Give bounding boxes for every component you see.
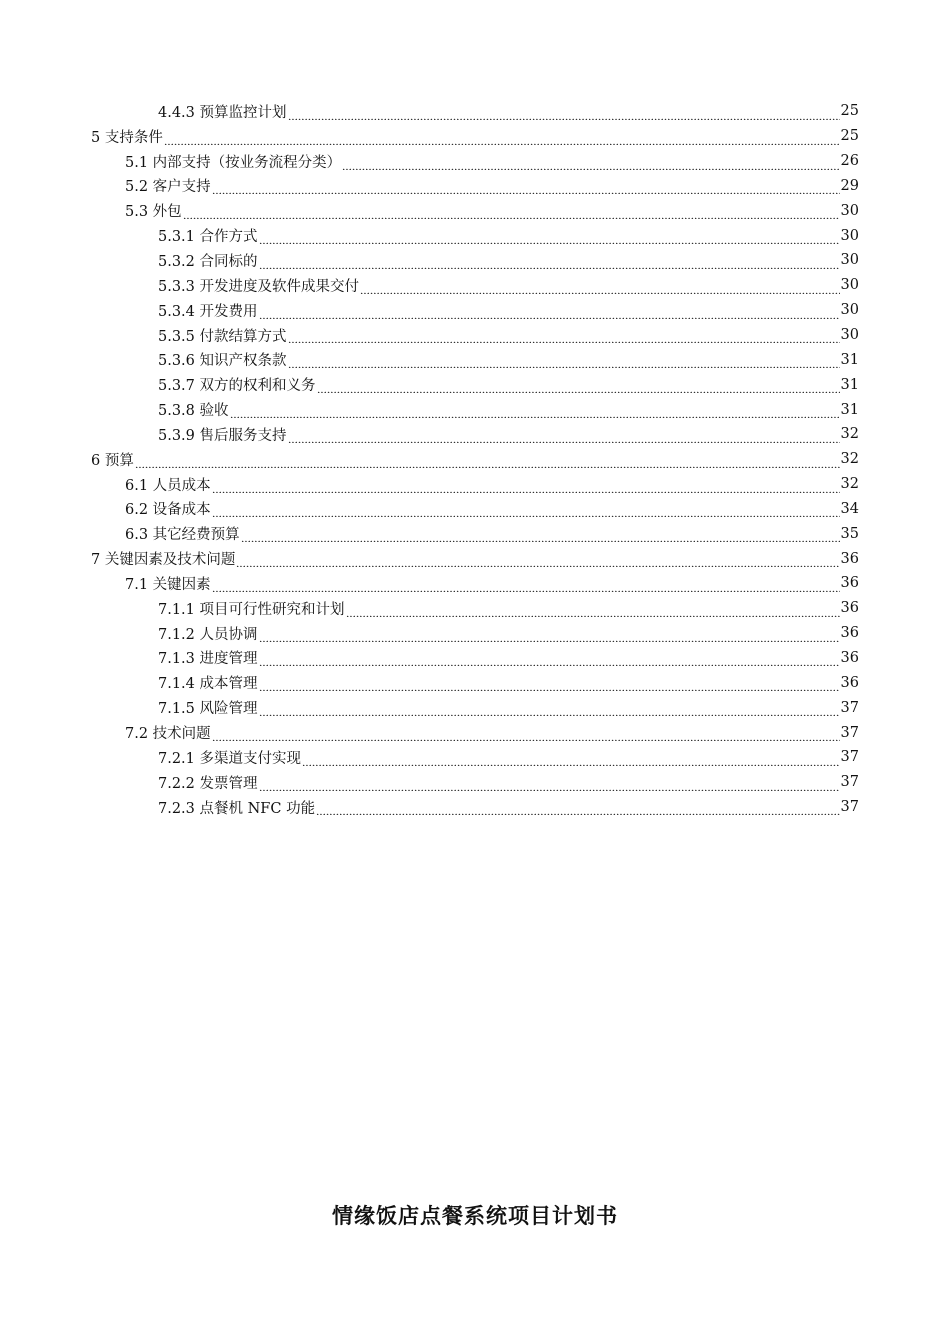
toc-entry[interactable] [0,248,950,273]
toc-entry-label: 5.3.6 知识产权条款 [158,353,287,370]
toc-entry[interactable] [0,422,950,447]
toc-entry-page-number: 31 [840,376,859,393]
toc-entry[interactable] [0,273,950,298]
toc-entry-label: 7.1.5 风险管理 [158,701,258,718]
toc-entry-label: 5.3.9 售后服务支持 [158,427,287,444]
toc-entry[interactable] [0,174,950,199]
toc-entry-label: 5.1 内部支持（按业务流程分类） [125,154,342,171]
toc-entry-label: 7.1.3 进度管理 [158,651,258,668]
toc-entry-label: 5.2 客户支持 [125,179,211,196]
toc-entry[interactable] [0,472,950,497]
toc-entry[interactable] [0,223,950,248]
toc-entry-label: 7.1.1 项目可行性研究和计划 [158,601,345,618]
toc-entry-page-number: 37 [840,724,859,741]
toc-entry-page-number: 35 [840,525,859,542]
toc-entry[interactable] [0,546,950,571]
toc-entry[interactable] [0,323,950,348]
toc-entry-page-number: 31 [840,401,859,418]
toc-dot-leader [212,479,840,493]
toc-entry[interactable] [0,720,950,745]
toc-entry[interactable] [0,745,950,770]
table-of-contents [0,99,950,819]
toc-entry-page-number: 36 [840,649,859,666]
toc-dot-leader [302,752,840,766]
toc-dot-leader [342,156,839,170]
toc-entry-page-number: 30 [840,202,859,219]
toc-dot-leader [236,553,839,567]
toc-entry[interactable] [0,521,950,546]
toc-entry-page-number: 26 [840,153,859,170]
toc-entry-label: 6.1 人员成本 [125,477,211,494]
toc-entry-page-number: 37 [840,774,859,791]
toc-entry[interactable] [0,571,950,596]
toc-entry-page-number: 30 [840,252,859,269]
toc-dot-leader [135,454,840,468]
toc-entry[interactable] [0,670,950,695]
toc-entry[interactable] [0,596,950,621]
toc-dot-leader [212,727,840,741]
toc-entry-page-number: 30 [840,327,859,344]
toc-entry-label: 5 支持条件 [91,129,163,146]
toc-entry[interactable] [0,198,950,223]
toc-entry-label: 4.4.3 预算监控计划 [158,104,287,121]
toc-entry[interactable] [0,497,950,522]
toc-entry-page-number: 36 [840,575,859,592]
toc-entry-page-number: 30 [840,302,859,319]
toc-entry-page-number: 37 [840,749,859,766]
toc-entry-label: 6.3 其它经费预算 [125,527,240,544]
toc-dot-leader [316,801,839,815]
toc-dot-leader [288,429,840,443]
toc-entry[interactable] [0,124,950,149]
toc-entry-label: 5.3.2 合同标的 [158,253,258,270]
toc-entry-page-number: 29 [840,177,859,194]
toc-dot-leader [259,677,840,691]
toc-dot-leader [259,777,840,791]
toc-dot-leader [259,305,840,319]
toc-dot-leader [288,354,840,368]
toc-entry-label: 5.3.3 开发进度及软件成果交付 [158,278,360,295]
toc-dot-leader [183,205,840,219]
toc-entry[interactable] [0,99,950,124]
toc-dot-leader [259,628,840,642]
toc-entry-page-number: 34 [840,500,859,517]
toc-dot-leader [259,702,840,716]
toc-dot-leader [212,180,840,194]
toc-entry-page-number: 31 [840,351,859,368]
toc-entry-page-number: 37 [840,799,859,816]
toc-entry-page-number: 36 [840,674,859,691]
toc-entry-page-number: 32 [840,476,859,493]
toc-entry-label: 5.3.8 验收 [158,403,229,420]
toc-entry-page-number: 30 [840,227,859,244]
toc-entry-page-number: 32 [840,426,859,443]
toc-dot-leader [317,379,840,393]
toc-entry-label: 6.2 设备成本 [125,502,211,519]
toc-dot-leader [212,503,840,517]
toc-entry[interactable] [0,347,950,372]
document-title: 情缘饭店点餐系统项目计划书 [332,1204,618,1228]
toc-entry-label: 7.2 技术问题 [125,726,211,743]
toc-entry-label: 7 关键因素及技术问题 [91,552,236,569]
toc-entry-label: 7.2.3 点餐机 NFC 功能 [158,800,316,817]
toc-entry-label: 5.3.1 合作方式 [158,229,258,246]
toc-entry-label: 6 预算 [91,452,134,469]
toc-entry-label: 7.1.2 人员协调 [158,626,258,643]
toc-entry-page-number: 30 [840,277,859,294]
toc-entry[interactable] [0,397,950,422]
toc-entry[interactable] [0,298,950,323]
toc-entry[interactable] [0,621,950,646]
toc-entry[interactable] [0,770,950,795]
toc-entry-label: 5.3 外包 [125,204,182,221]
toc-dot-leader [230,404,840,418]
toc-entry-page-number: 36 [840,550,859,567]
toc-entry-page-number: 36 [840,625,859,642]
toc-dot-leader [164,131,840,145]
toc-dot-leader [241,528,840,542]
toc-entry-page-number: 25 [840,128,859,145]
toc-entry-label: 7.1 关键因素 [125,576,211,593]
toc-entry-page-number: 36 [840,600,859,617]
toc-entry-page-number: 25 [840,103,859,120]
toc-entry-page-number: 32 [840,451,859,468]
toc-entry[interactable] [0,646,950,671]
toc-entry[interactable] [0,795,950,820]
toc-entry-label: 5.3.5 付款结算方式 [158,328,287,345]
toc-entry-label: 7.2.2 发票管理 [158,775,258,792]
toc-dot-leader [259,255,840,269]
toc-entry-label: 5.3.7 双方的权利和义务 [158,378,316,395]
toc-dot-leader [212,578,840,592]
toc-entry[interactable] [0,372,950,397]
toc-entry[interactable] [0,447,950,472]
toc-entry-page-number: 37 [840,699,859,716]
toc-entry-label: 7.2.1 多渠道支付实现 [158,750,302,767]
toc-dot-leader [259,652,840,666]
toc-entry-label: 7.1.4 成本管理 [158,676,258,693]
toc-dot-leader [360,280,840,294]
toc-dot-leader [259,230,840,244]
toc-entry[interactable] [0,149,950,174]
toc-dot-leader [346,603,840,617]
toc-entry-label: 5.3.4 开发费用 [158,303,258,320]
toc-dot-leader [288,106,840,120]
toc-entry[interactable] [0,695,950,720]
toc-dot-leader [288,329,840,343]
